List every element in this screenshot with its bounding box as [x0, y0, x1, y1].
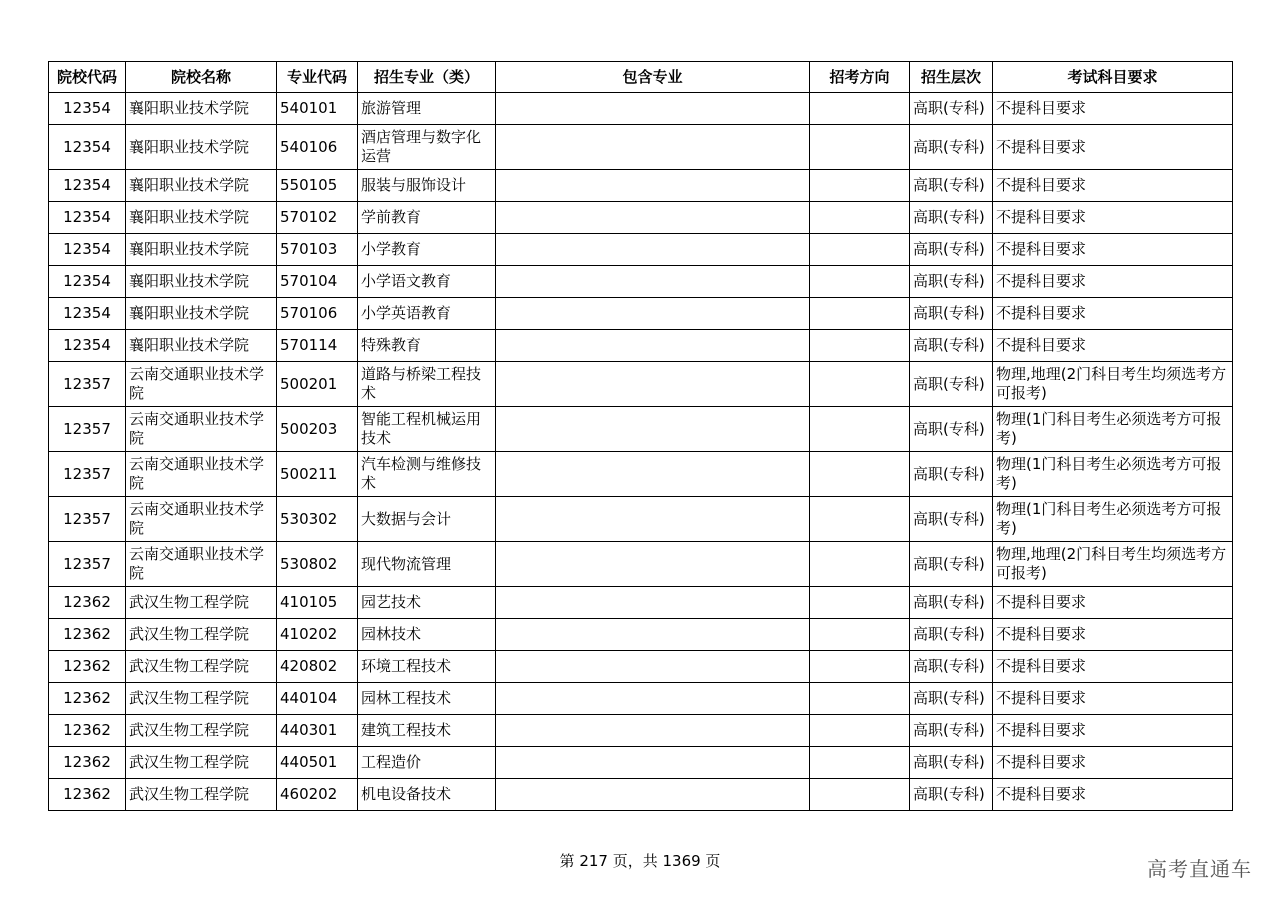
school-code-cell: 12354: [49, 125, 126, 170]
direction-cell: [810, 587, 910, 619]
direction-cell: [810, 651, 910, 683]
included-majors-cell: [496, 330, 810, 362]
school-code-cell: 12354: [49, 234, 126, 266]
school-name-cell: 襄阳职业技术学院: [126, 125, 277, 170]
school-code-cell: 12357: [49, 452, 126, 497]
school-name-cell: 襄阳职业技术学院: [126, 93, 277, 125]
school-code-cell: 12362: [49, 779, 126, 811]
subject-requirement-cell: 不提科目要求: [993, 715, 1233, 747]
included-majors-cell: [496, 651, 810, 683]
major-cell: 工程造价: [358, 747, 496, 779]
direction-cell: [810, 202, 910, 234]
table-row: [49, 330, 1233, 362]
major-cell: 智能工程机械运用技术: [358, 407, 496, 452]
level-cell: 高职(专科): [910, 298, 993, 330]
level-cell: 高职(专科): [910, 93, 993, 125]
school-code-cell: 12362: [49, 619, 126, 651]
table-row: [49, 779, 1233, 811]
school-code-cell: 12354: [49, 93, 126, 125]
included-majors-cell: [496, 587, 810, 619]
major-cell: 道路与桥梁工程技术: [358, 362, 496, 407]
school-name-cell: 襄阳职业技术学院: [126, 170, 277, 202]
subject-requirement-cell: 物理(1门科目考生必须选考方可报考): [993, 497, 1233, 542]
major-cell: 学前教育: [358, 202, 496, 234]
school-name-cell: 襄阳职业技术学院: [126, 202, 277, 234]
table-row: [49, 234, 1233, 266]
included-majors-cell: [496, 452, 810, 497]
major-cell: 现代物流管理: [358, 542, 496, 587]
header-school-name: 院校名称: [126, 62, 277, 93]
school-name-cell: 襄阳职业技术学院: [126, 266, 277, 298]
school-name-cell: 云南交通职业技术学院: [126, 542, 277, 587]
included-majors-cell: [496, 266, 810, 298]
table-row: [49, 170, 1233, 202]
included-majors-cell: [496, 202, 810, 234]
school-name-cell: 武汉生物工程学院: [126, 619, 277, 651]
major-cell: 大数据与会计: [358, 497, 496, 542]
level-cell: 高职(专科): [910, 683, 993, 715]
header-major-code: 专业代码: [277, 62, 358, 93]
school-name-cell: 云南交通职业技术学院: [126, 497, 277, 542]
table-row: [49, 125, 1233, 170]
major-code-cell: 410202: [277, 619, 358, 651]
major-cell: 酒店管理与数字化运营: [358, 125, 496, 170]
direction-cell: [810, 407, 910, 452]
included-majors-cell: [496, 497, 810, 542]
level-cell: 高职(专科): [910, 619, 993, 651]
major-cell: 服装与服饰设计: [358, 170, 496, 202]
school-code-cell: 12362: [49, 683, 126, 715]
major-code-cell: 570102: [277, 202, 358, 234]
subject-requirement-cell: 物理,地理(2门科目考生均须选考方可报考): [993, 542, 1233, 587]
included-majors-cell: [496, 125, 810, 170]
direction-cell: [810, 170, 910, 202]
direction-cell: [810, 362, 910, 407]
included-majors-cell: [496, 619, 810, 651]
school-name-cell: 云南交通职业技术学院: [126, 407, 277, 452]
page-number: 第 217 页，共 1369 页: [559, 852, 721, 870]
major-cell: 小学语文教育: [358, 266, 496, 298]
subject-requirement-cell: 物理(1门科目考生必须选考方可报考): [993, 452, 1233, 497]
subject-requirement-cell: 不提科目要求: [993, 619, 1233, 651]
direction-cell: [810, 330, 910, 362]
major-code-cell: 500201: [277, 362, 358, 407]
included-majors-cell: [496, 362, 810, 407]
school-code-cell: 12362: [49, 651, 126, 683]
school-code-cell: 12357: [49, 362, 126, 407]
major-cell: 汽车检测与维修技术: [358, 452, 496, 497]
major-code-cell: 530802: [277, 542, 358, 587]
direction-cell: [810, 125, 910, 170]
header-level: 招生层次: [910, 62, 993, 93]
major-code-cell: 410105: [277, 587, 358, 619]
school-code-cell: 12362: [49, 715, 126, 747]
major-code-cell: 570104: [277, 266, 358, 298]
subject-requirement-cell: 不提科目要求: [993, 651, 1233, 683]
major-cell: 环境工程技术: [358, 651, 496, 683]
level-cell: 高职(专科): [910, 542, 993, 587]
major-code-cell: 540101: [277, 93, 358, 125]
subject-requirement-cell: 不提科目要求: [993, 779, 1233, 811]
major-code-cell: 570114: [277, 330, 358, 362]
level-cell: 高职(专科): [910, 170, 993, 202]
major-code-cell: 440104: [277, 683, 358, 715]
level-cell: 高职(专科): [910, 497, 993, 542]
major-cell: 园林技术: [358, 619, 496, 651]
level-cell: 高职(专科): [910, 125, 993, 170]
subject-requirement-cell: 不提科目要求: [993, 170, 1233, 202]
included-majors-cell: [496, 298, 810, 330]
table-row: [49, 93, 1233, 125]
direction-cell: [810, 497, 910, 542]
level-cell: 高职(专科): [910, 202, 993, 234]
level-cell: 高职(专科): [910, 651, 993, 683]
subject-requirement-cell: 不提科目要求: [993, 683, 1233, 715]
level-cell: 高职(专科): [910, 587, 993, 619]
direction-cell: [810, 619, 910, 651]
major-code-cell: 570103: [277, 234, 358, 266]
header-included-majors: 包含专业: [496, 62, 810, 93]
school-name-cell: 武汉生物工程学院: [126, 779, 277, 811]
table-row: [49, 407, 1233, 452]
level-cell: 高职(专科): [910, 362, 993, 407]
major-code-cell: 440501: [277, 747, 358, 779]
table-row: [49, 587, 1233, 619]
header-row: [49, 62, 1233, 93]
direction-cell: [810, 715, 910, 747]
direction-cell: [810, 234, 910, 266]
table-row: [49, 715, 1233, 747]
major-cell: 建筑工程技术: [358, 715, 496, 747]
direction-cell: [810, 93, 910, 125]
school-code-cell: 12357: [49, 542, 126, 587]
header-school-code: 院校代码: [49, 62, 126, 93]
major-code-cell: 420802: [277, 651, 358, 683]
table-row: [49, 497, 1233, 542]
major-cell: 园林工程技术: [358, 683, 496, 715]
subject-requirement-cell: 不提科目要求: [993, 747, 1233, 779]
school-code-cell: 12354: [49, 202, 126, 234]
level-cell: 高职(专科): [910, 747, 993, 779]
major-cell: 特殊教育: [358, 330, 496, 362]
school-name-cell: 武汉生物工程学院: [126, 683, 277, 715]
table-row: [49, 202, 1233, 234]
table-row: [49, 266, 1233, 298]
table-row: [49, 747, 1233, 779]
direction-cell: [810, 779, 910, 811]
school-name-cell: 襄阳职业技术学院: [126, 234, 277, 266]
included-majors-cell: [496, 170, 810, 202]
school-code-cell: 12354: [49, 170, 126, 202]
level-cell: 高职(专科): [910, 779, 993, 811]
major-code-cell: 570106: [277, 298, 358, 330]
direction-cell: [810, 452, 910, 497]
school-name-cell: 武汉生物工程学院: [126, 587, 277, 619]
major-cell: 小学教育: [358, 234, 496, 266]
subject-requirement-cell: 不提科目要求: [993, 266, 1233, 298]
header-subject-requirement: 考试科目要求: [993, 62, 1233, 93]
header-major: 招生专业（类）: [358, 62, 496, 93]
school-code-cell: 12357: [49, 407, 126, 452]
major-cell: 旅游管理: [358, 93, 496, 125]
school-name-cell: 武汉生物工程学院: [126, 715, 277, 747]
subject-requirement-cell: 不提科目要求: [993, 234, 1233, 266]
included-majors-cell: [496, 747, 810, 779]
subject-requirement-cell: 不提科目要求: [993, 202, 1233, 234]
school-name-cell: 云南交通职业技术学院: [126, 452, 277, 497]
table-row: [49, 452, 1233, 497]
subject-requirement-cell: 不提科目要求: [993, 298, 1233, 330]
table-row: [49, 619, 1233, 651]
table-row: [49, 542, 1233, 587]
school-name-cell: 云南交通职业技术学院: [126, 362, 277, 407]
admissions-table: [48, 61, 1233, 811]
school-code-cell: 12354: [49, 266, 126, 298]
direction-cell: [810, 683, 910, 715]
subject-requirement-cell: 物理,地理(2门科目考生均须选考方可报考): [993, 362, 1233, 407]
school-name-cell: 襄阳职业技术学院: [126, 330, 277, 362]
major-cell: 机电设备技术: [358, 779, 496, 811]
subject-requirement-cell: 不提科目要求: [993, 125, 1233, 170]
major-code-cell: 500203: [277, 407, 358, 452]
header-direction: 招考方向: [810, 62, 910, 93]
included-majors-cell: [496, 542, 810, 587]
level-cell: 高职(专科): [910, 452, 993, 497]
subject-requirement-cell: 不提科目要求: [993, 93, 1233, 125]
direction-cell: [810, 298, 910, 330]
included-majors-cell: [496, 93, 810, 125]
level-cell: 高职(专科): [910, 266, 993, 298]
major-cell: 园艺技术: [358, 587, 496, 619]
level-cell: 高职(专科): [910, 234, 993, 266]
major-code-cell: 540106: [277, 125, 358, 170]
included-majors-cell: [496, 779, 810, 811]
direction-cell: [810, 542, 910, 587]
school-name-cell: 武汉生物工程学院: [126, 651, 277, 683]
major-code-cell: 440301: [277, 715, 358, 747]
school-code-cell: 12362: [49, 587, 126, 619]
school-code-cell: 12354: [49, 298, 126, 330]
level-cell: 高职(专科): [910, 330, 993, 362]
school-name-cell: 武汉生物工程学院: [126, 747, 277, 779]
included-majors-cell: [496, 407, 810, 452]
table-row: [49, 651, 1233, 683]
level-cell: 高职(专科): [910, 715, 993, 747]
level-cell: 高职(专科): [910, 407, 993, 452]
major-code-cell: 460202: [277, 779, 358, 811]
school-code-cell: 12354: [49, 330, 126, 362]
school-name-cell: 襄阳职业技术学院: [126, 298, 277, 330]
included-majors-cell: [496, 234, 810, 266]
major-code-cell: 500211: [277, 452, 358, 497]
table-row: [49, 298, 1233, 330]
direction-cell: [810, 266, 910, 298]
school-code-cell: 12362: [49, 747, 126, 779]
table-body: [49, 93, 1233, 811]
subject-requirement-cell: 物理(1门科目考生必须选考方可报考): [993, 407, 1233, 452]
table-row: [49, 683, 1233, 715]
included-majors-cell: [496, 715, 810, 747]
subject-requirement-cell: 不提科目要求: [993, 587, 1233, 619]
major-cell: 小学英语教育: [358, 298, 496, 330]
direction-cell: [810, 747, 910, 779]
included-majors-cell: [496, 683, 810, 715]
major-code-cell: 550105: [277, 170, 358, 202]
watermark: 高考直通车: [1147, 857, 1252, 881]
subject-requirement-cell: 不提科目要求: [993, 330, 1233, 362]
school-code-cell: 12357: [49, 497, 126, 542]
table-row: [49, 362, 1233, 407]
major-code-cell: 530302: [277, 497, 358, 542]
